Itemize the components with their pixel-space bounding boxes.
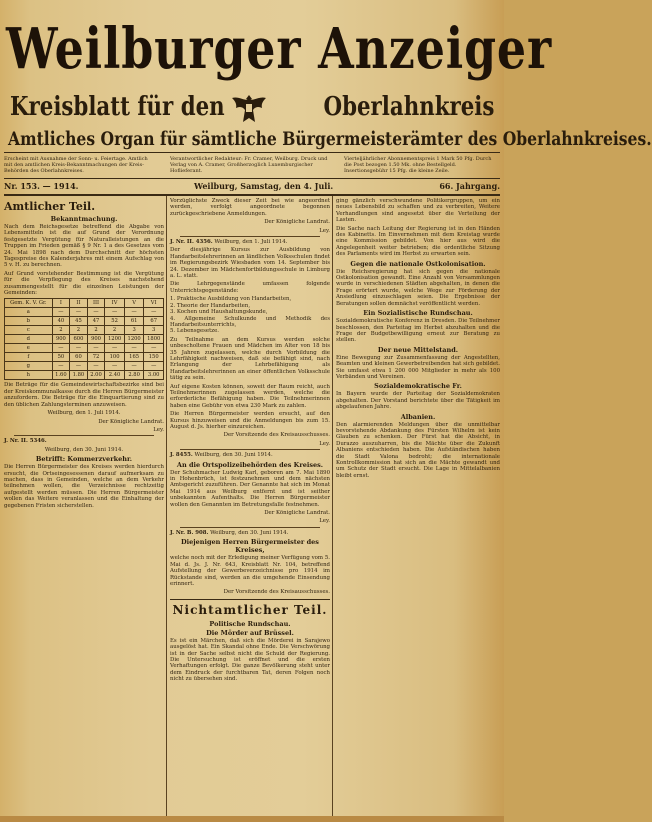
- article-heading: Ein Sozialistische Rundschau.: [363, 309, 473, 318]
- table-cell: —: [105, 362, 125, 371]
- column-rule: [166, 196, 167, 816]
- table-cell: —: [124, 344, 144, 353]
- table-cell: 61: [124, 317, 144, 326]
- article-heading: An die Ortspolizeibehörden des Kreises.: [176, 460, 324, 469]
- issue-date: Weilburg, Samstag, den 4. Juli.: [194, 181, 334, 191]
- list-item: 4. Allgemeine Schulkunde und Methodik des Handarbeitsunterrichts,: [170, 315, 330, 328]
- paragraph: Es ist ein Märchen, daß sich die Mörderei in Sarajewo ausgelöst hat. Ein Skandal ohne Ende. Die Verschwörung ist in der Sache selbst nicht die Schuld der Regierung. Die Untersuchung ist eröffnet und die ersten Verhaftungen erfolgt. Die ganze Bevölkerung steht unter dem Eindruck der furchtbaren Tat, deren Folgen noch nicht zu übersehen sind.: [170, 637, 330, 683]
- volume: 66. Jahrgang.: [439, 181, 500, 191]
- article-subheading: Die Mörder auf Brüssel.: [206, 628, 294, 637]
- divider: [4, 194, 500, 196]
- table-cell: 45: [70, 317, 88, 326]
- paragraph: Die Lehrgegenstände umfassen folgende Unterrichtsgegenstände:: [170, 281, 330, 294]
- paragraph: Zu Teilnahme an dem Kursus werden solche unbescholtene Frauen und Mädchen im Alter von 18 bis 35 Jahren zugelassen, welche durch Vorbildung die Lehrfähigkeit nachweisen, daß sie befähigt sind, nach Erlangung der Lehrbefähigung als Handarbeitslehrerinnen an einer öffentlichen Volksschule tätig zu sein.: [170, 336, 330, 382]
- table-cell: 40: [52, 317, 70, 326]
- paragraph: Nach dem Reichsgesetze betreffend die Abgabe von Lebensmitteln ist die auf Grund der Verordnung festgesetzte Vergütung für Naturalleistungen an die Truppen im Frieden gemäß § 9 Nr. 1 a des Gesetzes vom 24. Mai 1898 nach dem Durchschnitt der höchsten Tagespreise des Kalenderjahres mit einem Aufschlag von 5 v. H. zu berechnen.: [4, 224, 164, 269]
- table-row: [5, 353, 164, 362]
- table-cell: e: [5, 344, 53, 353]
- table-cell: —: [87, 308, 105, 317]
- article-heading: Albanien.: [400, 412, 436, 421]
- table-row: [5, 362, 164, 371]
- subtitle-left: Kreisblatt für den: [10, 92, 225, 122]
- article-heading: Bekanntmachung.: [50, 215, 118, 223]
- table-cell: 1200: [105, 335, 125, 344]
- table-cell: 165: [124, 353, 144, 362]
- table-cell: —: [105, 308, 125, 317]
- paragraph: Die Herren Bürgermeister des Kreises werden hierdurch ersucht, die Ortseingesessenen darauf aufmerksam zu machen, dass in Gemeinden, welche an dem Verkehr teilnehmen wollen, die Verzeichnisse rechtzeitig aufgestellt werden müssen. Die Herren Bürgermeister wollen das Weitere veranlassen und die Einhaltung der gegebenen Fristen sicherstellen.: [4, 464, 164, 509]
- table-header-cell: III: [87, 299, 105, 308]
- table-cell: —: [144, 362, 164, 371]
- table-cell: —: [144, 344, 164, 353]
- paragraph: Die Beträge für die Gemeindewirtschaftsbezirke sind bei der Kreiskommunalkasse durch die Herren Bürgermeister anzufordern. Die Beträge für die Einquartierung sind zu den üblichen Zahlungsterminen anzuweisen.: [4, 382, 164, 408]
- dateline: Weilburg, den 30. Juni 1914.: [210, 529, 289, 536]
- table-header-row: [5, 299, 164, 308]
- signature-name: Ley.: [319, 227, 330, 234]
- divider: [4, 152, 500, 153]
- signature-name: Ley.: [319, 518, 330, 525]
- table-cell: —: [87, 344, 105, 353]
- table-cell: —: [124, 362, 144, 371]
- column-3: [336, 198, 500, 816]
- table-cell: 60: [70, 353, 88, 362]
- table-cell: h: [5, 371, 53, 380]
- table-header-cell: II: [70, 299, 88, 308]
- paragraph: Den alarmierenden Meldungen über die unmittelbar bevorstehende Abdankung des Fürsten Wilhelm ist kein Glauben zu schenken. Der Fürst hat die Absicht, in Durazzo auszuharren, bis die Mächte über die Zukunft Albaniens entschieden haben. Die Aufständischen haben die Stadt Valona bedroht; die internationale Kontrollkommission hat sich an die Mächte gewandt und um Schutz der Stadt ersucht. Die Lage in Mittelalbanien bleibt ernst.: [336, 421, 500, 479]
- paragraph: Sozialdemokratische Konferenz in Dresden. Die Teilnehmer beschlossen, den Parteitag im Herbst abzuhalten und die Frage der Budgetbewilligung erneut zur Beratung zu stellen.: [336, 318, 500, 344]
- table-cell: 3: [144, 326, 164, 335]
- table-cell: —: [70, 344, 88, 353]
- table-cell: 2: [52, 326, 70, 335]
- list-item: 3. Kochen und Haushaltungskunde,: [170, 309, 268, 316]
- table-cell: 1.80: [70, 371, 88, 380]
- reference-number: J. Nr. B. 908.: [170, 529, 209, 536]
- table-row: [5, 308, 164, 317]
- paragraph: welche noch mit der Erledigung meiner Verfügung vom 5. Mai d. Js. J. Nr. 643, Kreisblatt Nr. 104, betreffend Aufstellung der Gewerbeverzeichnisse pro 1914 im Rückstande sind, werden an die umgehende Einsendung erinnert.: [170, 555, 330, 587]
- table-header-cell: VI: [144, 299, 164, 308]
- table-cell: 47: [87, 317, 105, 326]
- info-bar: [4, 154, 500, 178]
- paragraph: ging gänzlich verschwundene Politikergruppen, um ein neues Lebensbild zu schaffen und zu verbreiten, Weitere Verhandlungen sind angesetzt über die Verteilung der Lasten.: [336, 198, 500, 224]
- column-rule: [332, 196, 333, 816]
- table-cell: 900: [87, 335, 105, 344]
- table-row: [5, 317, 164, 326]
- table-cell: —: [52, 308, 70, 317]
- signature: Der Königliche Landrat.: [264, 219, 330, 226]
- table-row: [5, 335, 164, 344]
- table-cell: 72: [87, 353, 105, 362]
- table-cell: —: [124, 308, 144, 317]
- eagle-crest-icon: [230, 92, 268, 126]
- table-header-cell: Gem. K. V. Gr.: [5, 299, 53, 308]
- divider: [180, 236, 320, 237]
- table-cell: —: [70, 362, 88, 371]
- reference-number: J. 8455.: [170, 452, 193, 459]
- issue-number: Nr. 153. — 1914.: [4, 181, 79, 191]
- reference-number: J. Nr. II. 4356.: [170, 239, 213, 246]
- reference-number: J. Nr. II. 5346.: [4, 438, 47, 445]
- signature-name: Ley.: [153, 426, 164, 433]
- table-cell: 600: [70, 335, 88, 344]
- info-center: Verantwortlicher Redakteur: Fr. Cramer, Weilburg. Druck und Verlag von A. Cramer, Großherzoglich Luxemburgischer Hoflieferant.: [170, 156, 328, 174]
- table-cell: 2: [87, 326, 105, 335]
- table-cell: 100: [105, 353, 125, 362]
- table-cell: d: [5, 335, 53, 344]
- dateline: Weilburg, den 1. Juli 1914.: [47, 410, 121, 417]
- divider: [180, 449, 320, 450]
- signature: Der Vorsitzende des Kreisausschusses.: [223, 432, 330, 439]
- divider: [14, 435, 154, 436]
- table-cell: —: [52, 362, 70, 371]
- paragraph: Der Schuhmacher Ludwig Karl, geboren am 7. Mai 1890 in Hohenbrüch, ist festzunehmen und dem nächsten Amtsgericht zuzuführen. Der Genannte hat sich im Monat Mai 1914 aus Weilburg entfernt und ist seither unbekannten Aufenthalts. Die Herren Bürgermeister wollen den Genannten im Betretungsfalle festnehmen.: [170, 469, 330, 508]
- table-header-cell: IV: [105, 299, 125, 308]
- paragraph: Eine Bewegung zur Zusammenfassung der Angestellten, Beamten und kleinen Gewerbetreibenden hat sich gebildet. Sie umfasst etwa 1 200 000 Mitglieder in mehr als 100 Verbänden und Vereinen.: [336, 354, 500, 380]
- article-heading: Gegen die nationale Ostkolonisation.: [350, 259, 486, 268]
- newspaper-title: Weilburger Anzeiger: [6, 16, 552, 82]
- paragraph: Auf Grund vorstehender Bestimmung ist die Vergütung für die Verpflegung des Kreises nachstehend zusammengestellt für die einzelnen Leistungen der Gemeinden:: [4, 270, 164, 297]
- table-cell: 67: [144, 317, 164, 326]
- table-cell: g: [5, 362, 53, 371]
- info-right: Vierteljährlicher Abonnementspreis 1 Mark 50 Pfg. Durch die Post bezogen 1.50 Mk. ohne Bestellgeld. Insertionsgebühr 15 Pfg. die kleine Zeile.: [344, 156, 492, 174]
- section-heading: Nichtamtlicher Teil.: [172, 602, 328, 617]
- paragraph: Die Reichsregierung hat sich gegen die nationale Ostkolonisation gewandt. Eine Anzahl von Versammlungen wurde in verschiedenen Städten abgehalten, in denen die Frage erörtert wurde, welche Wege zur Förderung der Ansiedlung einzuschlagen seien. Die Ergebnisse der Beratungen sollen demnächst veröffentlicht werden.: [336, 268, 500, 307]
- table-cell: f: [5, 353, 53, 362]
- page-edge: [0, 816, 504, 822]
- table-cell: —: [105, 344, 125, 353]
- signature: Der Vorsitzende des Kreisausschusses.: [223, 589, 330, 596]
- column-2: [170, 198, 330, 816]
- divider: [170, 599, 330, 600]
- dateline: Weilburg, den 1. Juli 1914.: [214, 239, 288, 246]
- table-cell: 150: [144, 353, 164, 362]
- table-cell: b: [5, 317, 53, 326]
- masthead: [0, 0, 652, 174]
- table-cell: 3: [124, 326, 144, 335]
- divider: [180, 527, 320, 528]
- table-cell: 1200: [124, 335, 144, 344]
- table-cell: 2.80: [124, 371, 144, 380]
- date-bar: [4, 180, 500, 192]
- signature: Der Königliche Landrat.: [98, 418, 164, 425]
- divider: [4, 178, 500, 179]
- table-cell: a: [5, 308, 53, 317]
- table-row: [5, 344, 164, 353]
- column-1: [4, 198, 164, 816]
- paragraph: Auf eigene Kosten können, soweit der Raum reicht, auch Teilnehmerinnen zugelassen werden, welche die erforderliche Befähigung haben. Die Teilnehmerinnen haben eine Gebühr von etwa 230 Mark zu zahlen.: [170, 383, 330, 409]
- paragraph: Der diesjährige Kursus zur Ausbildung von Handarbeitslehrerinnen an ländlichen Volksschulen findet im Regierungsbezirk Wiesbaden vom 14. September bis 24. Dezember im Mädchenfortbildungsschule in Limburg a. L. statt.: [170, 247, 330, 280]
- table-row: [5, 371, 164, 380]
- table-cell: —: [52, 344, 70, 353]
- list-item: 1. Praktische Ausbildung von Handarbeiten,: [170, 296, 292, 303]
- subtitle-right: Oberlahnkreis: [323, 92, 494, 122]
- signature: Der Königliche Landrat.: [264, 510, 330, 517]
- table-row: [5, 326, 164, 335]
- table-cell: —: [144, 308, 164, 317]
- table-cell: 1.60: [52, 371, 70, 380]
- dateline: Weilburg, den 30. Juni 1914.: [44, 446, 124, 453]
- table-header-cell: V: [124, 299, 144, 308]
- table-cell: 3.00: [144, 371, 164, 380]
- table-cell: 2: [70, 326, 88, 335]
- section-heading: Amtlicher Teil.: [4, 200, 96, 213]
- table-cell: —: [87, 362, 105, 371]
- article-heading: Politische Rundschau.: [209, 619, 291, 628]
- table-cell: 2.00: [87, 371, 105, 380]
- signature-name: Ley.: [319, 440, 330, 447]
- article-heading: Betrifft: Kommerzverkehr.: [35, 455, 133, 464]
- paragraph: Die Herren Bürgermeister werden ersucht, auf den Kursus hinzuweisen und die Anmeldungen bis zum 15. August d. Js. hierher einzureichen.: [170, 411, 330, 430]
- official-organ-line: Amtliches Organ für sämtliche Bürgermeisterämter des Oberlahnkreises.: [8, 128, 652, 150]
- paragraph: Vorzüglichste Zweck dieser Zeit bei wie angeordnet werden, verfolgt angeordnete begonnen zurückgeschriebene Anmeldungen.: [170, 198, 330, 217]
- compensation-table: [4, 298, 164, 380]
- table-cell: 1800: [144, 335, 164, 344]
- table-header-cell: I: [52, 299, 70, 308]
- paragraph: Die Sache nach Leitung der Regierung ist in den Händen des Kabinetts. Im Einvernehmen mit dem Kreistag wurde eine Kommission gebildet. Von hier aus wird die Angelegenheit weiter betrieben; die ordentliche Sitzung des Parlaments wird im Herbst zu erwarten sein.: [336, 225, 500, 258]
- dateline: Weilburg, den 30. Juni 1914.: [194, 452, 273, 459]
- list-item: 2. Theorie der Handarbeiten,: [170, 302, 251, 309]
- table-cell: 50: [52, 353, 70, 362]
- article-heading: Diejenigen Herren Bürgermeister des Kreises,: [181, 538, 319, 555]
- table-cell: 2.40: [105, 371, 125, 380]
- table-cell: 900: [52, 335, 70, 344]
- paragraph: In Bayern wurde der Parteitag der Sozialdemokraten abgehalten. Der Vorstand berichtete über die Tätigkeit im abgelaufenen Jahre.: [336, 391, 500, 411]
- info-left: Erscheint mit Ausnahme der Sonn- u. Feiertage. Amtlich mit den amtlichen Kreis-Bekanntmachungen der Kreis-Behörden des Oberlahnkreises.: [4, 156, 148, 174]
- table-cell: —: [70, 308, 88, 317]
- table-cell: 2: [105, 326, 125, 335]
- article-heading: Der neue Mittelstand.: [377, 345, 459, 354]
- table-cell: c: [5, 326, 53, 335]
- table-cell: 52: [105, 317, 125, 326]
- article-heading: Sozialdemokratische Fr.: [374, 382, 462, 391]
- list-item: 5. Lebensgesetze.: [170, 328, 220, 335]
